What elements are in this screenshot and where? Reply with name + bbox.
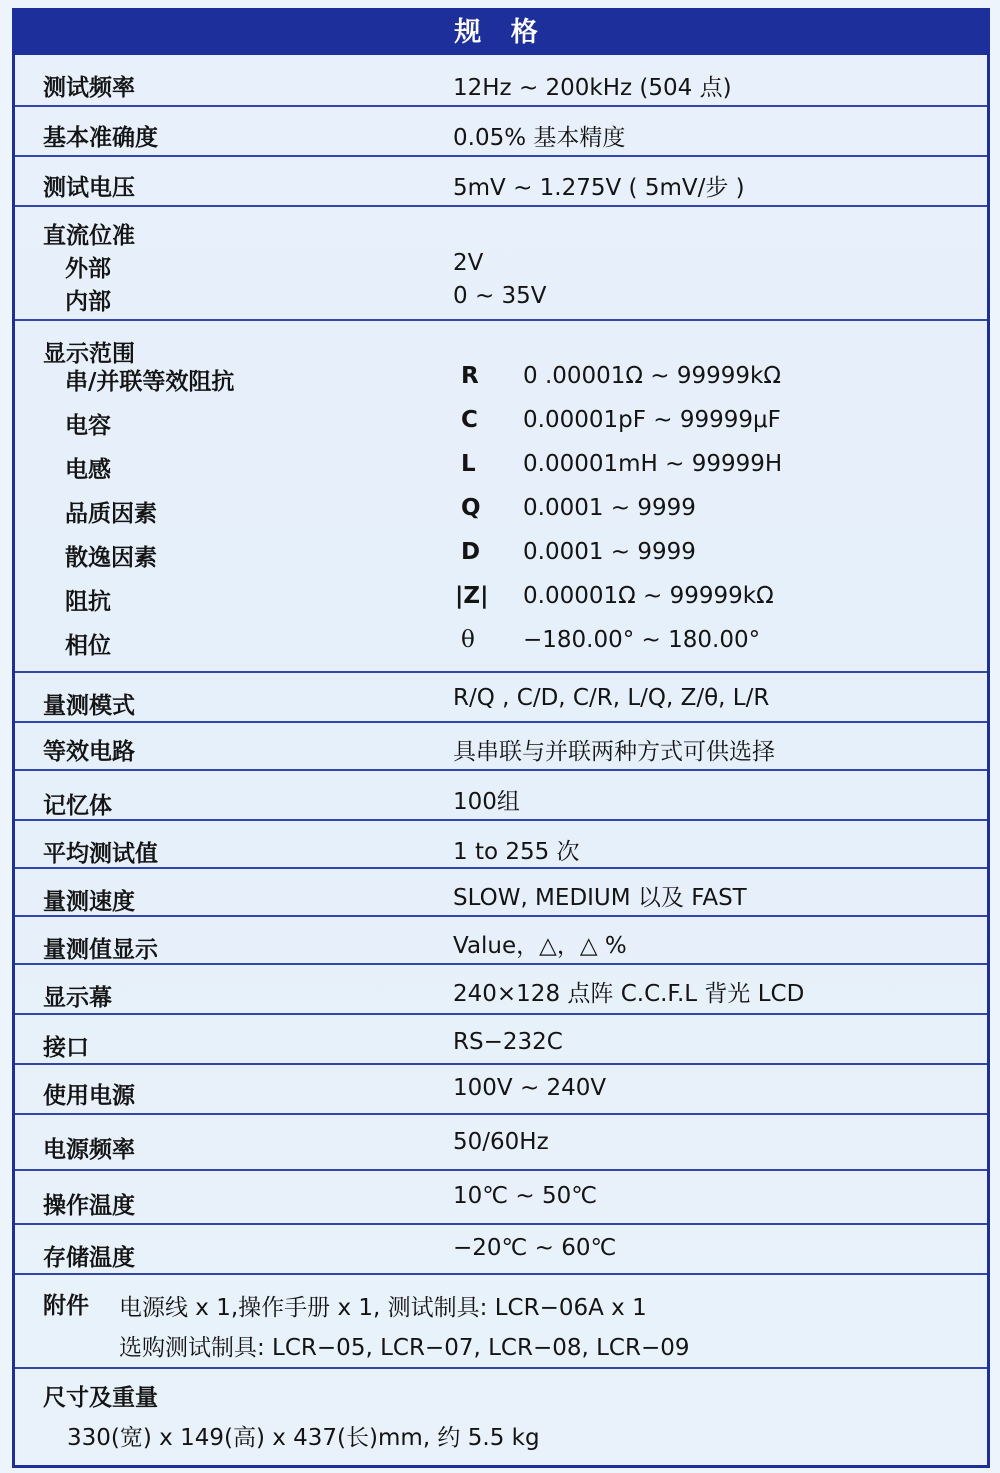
spec-label: 直流位准 [43,223,135,249]
spec-row-test-frequency [15,55,987,107]
spec-label: 接口 [43,1035,89,1061]
spec-value: 0.05% 基本精度 [453,125,626,151]
range-item-label: 品质因素 [65,501,157,527]
dc-bias-internal-value: 0 ~ 35V [453,283,547,309]
spec-value: −20℃ ~ 60℃ [453,1235,617,1261]
spec-value: 具串联与并联两种方式可供选择 [453,739,775,765]
range-item-symbol: D [461,539,481,565]
range-item-value: 0.00001Ω ~ 99999kΩ [523,583,774,609]
spec-row-display-range [15,321,987,673]
range-item-value: 0.00001pF ~ 99999μF [523,407,781,433]
spec-label: 使用电源 [43,1083,135,1109]
range-item-symbol: C [461,407,478,433]
range-item-label: 串/并联等效阻抗 [65,369,235,395]
range-item-label: 散逸因素 [65,545,157,571]
range-item-value: 0 .00001Ω ~ 99999kΩ [523,363,781,389]
spec-label: 操作温度 [43,1193,135,1219]
range-item-label: 相位 [65,633,111,659]
spec-row-equivalent-circuit [15,723,987,771]
spec-row-speed [15,869,987,917]
range-item-symbol: R [461,363,479,389]
spec-row-screen [15,965,987,1015]
range-item-value: −180.00° ~ 180.00° [523,627,761,653]
spec-row-dimensions [15,1369,987,1465]
spec-label: 显示幕 [43,985,112,1011]
range-item-label: 电容 [65,413,111,439]
spec-value: RS−232C [453,1029,563,1055]
spec-value: 10℃ ~ 50℃ [453,1183,598,1209]
dc-bias-external-label: 外部 [65,256,111,282]
spec-value: 100组 [453,789,520,815]
spec-value: 1 to 255 次 [453,839,580,865]
range-item-value: 0.00001mH ~ 99999H [523,451,783,477]
spec-label: 量测值显示 [43,937,158,963]
spec-row-test-voltage [15,157,987,207]
spec-value: 50/60Hz [453,1129,549,1155]
spec-row-dc-bias [15,207,987,321]
spec-value: Value，△，△ % [453,933,627,959]
spec-row-storage-temperature [15,1225,987,1275]
spec-label: 平均测试值 [43,841,158,867]
range-item-symbol: L [461,451,476,477]
spec-value: 240×128 点阵 C.C.F.L 背光 LCD [453,981,805,1007]
spec-label: 记忆体 [43,793,112,819]
spec-row-accessories [15,1275,987,1369]
spec-value: SLOW, MEDIUM 以及 FAST [453,885,747,911]
spec-label: 测试电压 [43,175,135,201]
spec-label: 电源频率 [43,1137,135,1163]
spec-value: 5mV ~ 1.275V ( 5mV/步 ) [453,175,745,201]
spec-row-accuracy [15,107,987,157]
spec-value: 12Hz ~ 200kHz (504 点) [453,75,732,101]
spec-label: 等效电路 [43,739,135,765]
spec-label: 尺寸及重量 [43,1385,158,1411]
spec-header: 规 格 [15,11,987,55]
accessories-line-2: 选购测试制具: LCR−05, LCR−07, LCR−08, LCR−09 [119,1335,690,1361]
range-item-symbol: Q [461,495,481,521]
range-item-symbol: |Z| [455,583,489,609]
spec-value: 330(宽) x 149(高) x 437(长)mm, 约 5.5 kg [67,1425,540,1451]
spec-label: 量测速度 [43,889,135,915]
spec-value: 100V ~ 240V [453,1075,607,1101]
spec-value: R/Q , C/D, C/R, L/Q, Z/θ, L/R [453,685,770,711]
range-item-label: 阻抗 [65,589,111,615]
spec-label: 显示范围 [43,341,135,367]
accessories-line-1: 电源线 x 1,操作手册 x 1, 测试制具: LCR−06A x 1 [119,1295,647,1321]
dc-bias-internal-label: 内部 [65,289,111,315]
range-item-value: 0.0001 ~ 9999 [523,539,696,565]
spec-row-measure-mode [15,673,987,723]
spec-row-power [15,1065,987,1115]
spec-label: 附件 [43,1293,89,1319]
spec-row-interface [15,1015,987,1065]
spec-row-value-display [15,917,987,965]
spec-sheet [12,8,990,1468]
range-item-symbol: θ [461,627,475,653]
spec-row-power-frequency [15,1115,987,1171]
range-item-label: 电感 [65,457,111,483]
spec-row-memory [15,771,987,821]
dc-bias-external-value: 2V [453,250,484,276]
spec-label: 量测模式 [43,693,135,719]
spec-row-operating-temperature [15,1171,987,1225]
range-item-value: 0.0001 ~ 9999 [523,495,696,521]
spec-label: 存储温度 [43,1245,135,1271]
spec-label: 基本准确度 [43,125,158,151]
spec-row-average [15,821,987,869]
spec-label: 测试频率 [43,75,135,101]
